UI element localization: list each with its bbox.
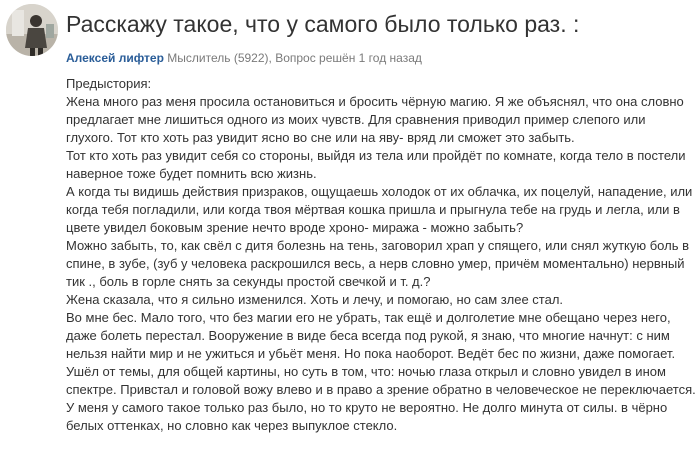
answer-meta [66, 50, 422, 66]
answer-paragraph: Жена много раз меня просила остановиться и бросить чёрную магию. Я же объяснял, что она словно предлагает мне лишиться одного из моих чувств. Для сравнения приводил пример слепого или глухого. Тот кто хоть раз увидит ясно во сне или на яву- вряд ли сможет это забыть. [66, 94, 684, 145]
answer-paragraph: Тот кто хоть раз увидит себя со стороны, выйдя из тела или пройдёт по комнате, когда тело в постели наверное тоже будет помнить всю жизнь. [66, 148, 686, 181]
answer-status: Вопрос решён 1 год назад [275, 51, 422, 65]
avatar[interactable] [6, 4, 58, 56]
answer-paragraph: Ушёл от темы, для общей картины, но суть в том, что: ночью глаза открыл и словно увидел в ином спектре. Привстал и головой вожу влево и в право а зрение обратно в человеческое не переключается. У меня у самого такое только раз было, но то круто не вероятно. Не долго минута от силы. в чёрно белых оттенках, но словно как через выпуклое стекло. [66, 364, 696, 433]
question-title: Расскажу такое, что у самого было только раз. : [66, 11, 580, 37]
answer-text [66, 75, 696, 435]
answer-paragraph: Во мне бес. Мало того, что без магии его не убрать, так ещё и долголетие мне обещано через него, даже болеть перестал. Вооружение в виде беса всегда под рукой, я знаю, что многие начнут: с ним нельзя найти мир и не ужиться и убьёт меня. Но пока наоборот. Ведёт бес по жизни, даже помогает. [66, 310, 676, 361]
answer-paragraph: А когда ты видишь действия призраков, ощущаешь холодок от их облачка, их поцелуй, нападение, или когда тебя погладили, или когда твоя мёртвая кошка пришла и прыгнула тебе на грудь и легла, или в цвете увидел боковым зрение нечто вроде хроно- миража - можно забыть? [66, 184, 693, 235]
answer-paragraph: Можно забыть, то, как свёл с дитя болезнь на тень, заговорил храп у спящего, или снял жуткую боль в спине, в зубе, (зуб у человека раскрошился весь, а нерв словно умер, причём моментально) нервный тик ., боль в горле снять за секунды простой свечкой и т. д.? [66, 238, 689, 289]
answer-paragraph: Жена сказала, что я сильно изменился. Хоть и лечу, и помогаю, но сам злее стал. [66, 292, 564, 307]
author-link[interactable]: Алексей лифтер [66, 51, 164, 65]
author-rank: Мыслитель (5922), [167, 51, 272, 65]
avatar-photo-icon [6, 4, 58, 56]
answer-paragraph: Предыстория: [66, 76, 152, 91]
